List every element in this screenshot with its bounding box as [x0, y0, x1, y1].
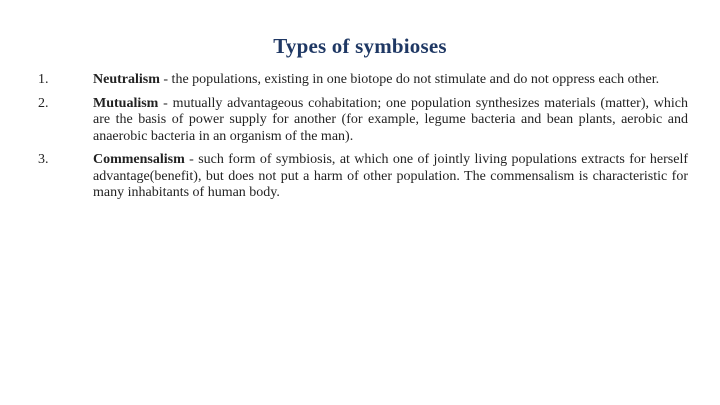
- list-text: [93, 152, 688, 202]
- symbiosis-list: [38, 72, 688, 209]
- list-item-neutralism: [38, 72, 688, 89]
- slide-title: Types of symbioses: [273, 34, 447, 58]
- list-number: 2.: [38, 95, 49, 111]
- definition-commensalism: - such form of symbiosis, at which one of jointly living populations extracts for herself advantage(benefit), but does not put a harm of other population. The commensalism is characteristic for many inhabitants of human body.: [93, 152, 688, 200]
- definition-mutualism: - mutually advantageous cohabitation; one population synthesizes materials (matter), which are the basis of power supply for another (for example, legume bacteria and bean plants, aerobic and anaerobic bacteria in an organism of the man).: [93, 95, 688, 144]
- list-item-commensalism: [38, 152, 688, 202]
- list-item-mutualism: [38, 96, 688, 146]
- list-text: [93, 72, 688, 89]
- term-mutualism: Mutualism: [93, 95, 159, 111]
- list-number: 3.: [38, 152, 49, 167]
- list-number: 1.: [38, 72, 49, 87]
- definition-neutralism: - the populations, existing in one biotope do not stimulate and do not oppress each other.: [159, 72, 660, 87]
- term-commensalism: Commensalism: [93, 152, 185, 167]
- term-neutralism: Neutralism: [93, 72, 160, 87]
- list-text: [93, 96, 688, 146]
